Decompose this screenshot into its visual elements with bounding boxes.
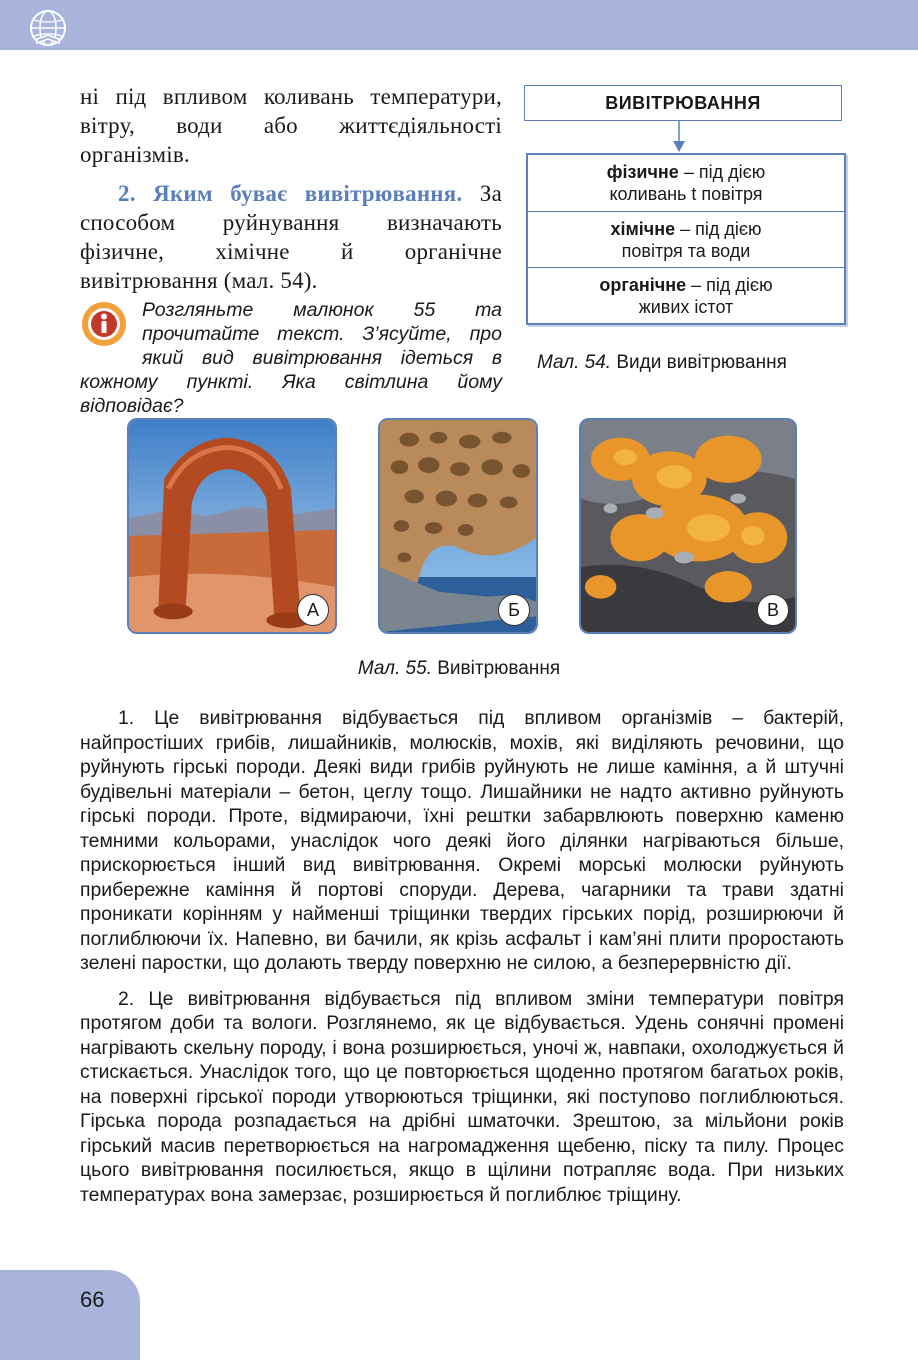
task-block [80,298,502,418]
scheme-term: хімічне [610,218,676,239]
scheme-term: фізичне [606,162,679,182]
figure-55-caption [0,658,918,680]
question-text: За способом руйнування визначають фізичне, хімічне й органічне вивітрювання (мал. 54). [80,181,502,293]
arrow-down-icon [672,121,686,153]
scheme-table [526,153,846,325]
scheme-term-suffix: – під дією [678,162,766,182]
caption-text: Вивітрювання [431,658,561,679]
scheme-description: коливань t повітря [609,184,763,204]
caption-label: Мал. 55. [357,658,432,679]
scheme-row-chemical [528,211,844,267]
photo-honeycomb-rock [378,418,538,634]
body-paragraph-1: 1. Це вивітрювання відбувається під впливом організмів – бактерій, найпростіших грибів, лишайників, молюсків, мохів, які виділяють речовини, що руйнують гірські породи. Деякі види грибів руйнують не лише каміння, а й штучні будівельні матеріали – бетон, цеглу тощо. Лишайники не надто активно руйнують гірські породи. Проте, відмираючи, їхні рештки забарвлюють поверхню каменю темними кольорами, унаслідок чого деякі його ділянки нагріваються більше, прискорюється інший вид вивітрювання. Окремі морські молюски руйнують прибережне каміння й портові споруди. Дерева, чагарники та трави здатні проникати корінням у найменші тріщинки твердих гірських порід, розширюючи й поглиблюючи їх. Напевно, ви бачили, як крізь асфальт і кам’яні плити проростають зелені паростки, що долають тверду поверхню не силою, а безперервністю дії. [80,707,844,974]
scheme-term-suffix: – під дією [675,218,762,239]
scheme-row-organic [528,267,844,323]
body-paragraph-2: 2. Це вивітрювання відбувається під впливом зміни температури повітря протягом доби та вологи. Розглянемо, як це відбувається. Удень сонячні промені нагрівають скельну породу, і вона розширюється, уночі ж, навпаки, охолоджується й стискається. Унаслідок того, що це повторюється щоденно протягом багатьох років, на поверхні гірської породи утворюються тріщинки, які поступово поглиблюються. Гірська порода розпадається на дрібні шматочки. Зрештою, за мільйони років гірський масив перетворюється на нагромадження щебеню, піску та пилу. Процес цього вивітрювання посилюється, якщо в щілини потрапляє вода. При низьких температурах вона замерзає, розширюється й поглиблює тріщину. [80,987,844,1206]
caption-label: Мал. 54. [537,352,612,373]
scheme-title: ВИВІТРЮВАННЯ [524,85,842,121]
lead-paragraph-1: ні під впливом коливань температури, вітру, води або життєдіяльності організмів. [80,84,502,167]
photo-label-badge: Б [498,594,530,626]
scheme-description: живих істот [638,296,734,317]
scheme-arrow [524,121,842,153]
photo-sandstone-arch [127,418,337,634]
lead-text [80,82,502,295]
photo-label-badge: В [757,594,789,626]
scheme-description: повітря та води [621,240,751,261]
body-text [80,706,844,1218]
weathering-scheme [524,85,842,325]
lead-paragraph-2 [80,179,502,295]
page-number-tab [0,1270,140,1360]
caption-text: Види вивітрювання [611,352,787,373]
photo-label-badge: А [297,594,329,626]
info-icon [80,300,128,348]
task-text: Розгляньте малюнок 55 та прочитайте текст. З’ясуйте, про який вид вивітрювання ідеться в кожному пункті. Яка світлина йому відповідає? [80,299,502,417]
scheme-term: органічне [599,274,687,295]
page-number: 66 [80,1287,105,1312]
figure-54-caption [537,352,787,374]
scheme-row-physical [528,155,844,211]
question-heading: 2. Яким буває вивітрювання. [118,181,463,206]
photo-lichen-rock [579,418,797,634]
globe-book-icon [28,8,68,48]
scheme-term-suffix: – під дією [686,274,773,295]
header-bar [0,0,918,50]
